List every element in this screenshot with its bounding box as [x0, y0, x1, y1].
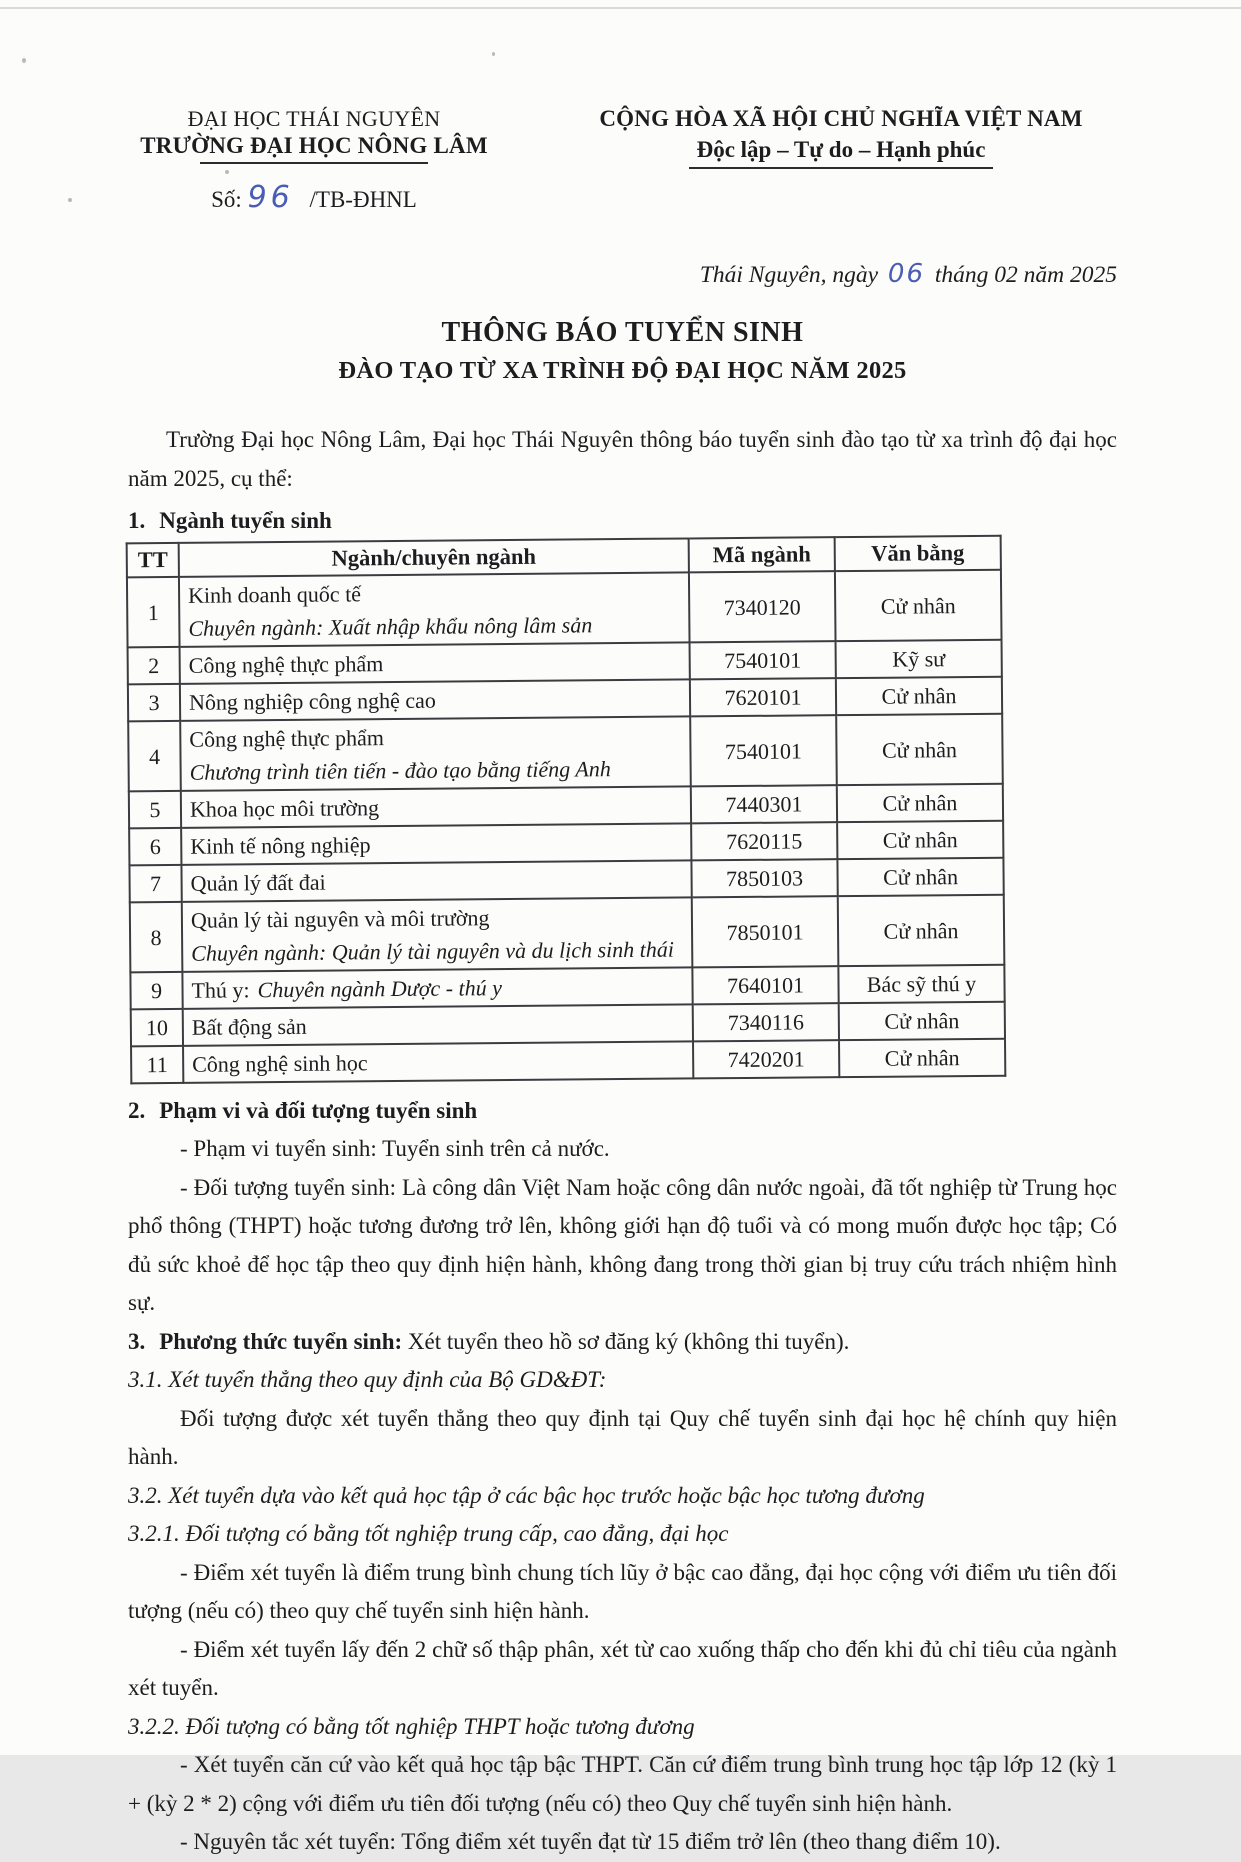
- cell-degree: Cử nhân: [839, 1002, 1005, 1040]
- section1-heading-text: Ngành tuyển sinh: [159, 508, 332, 533]
- section322-item-1: - Xét tuyển căn cứ vào kết quả học tập bậc THPT. Căn cứ điểm trung bình trung học tập lớp 12 (kỳ 1 + (kỳ 2 * 2) cộng với điểm ưu tiên đối tượng (nếu có) theo Quy chế tuyển sinh hiện hành.: [128, 1752, 1117, 1816]
- majors-table: [126, 535, 1007, 1085]
- doc-number-label: Số:: [211, 187, 242, 212]
- cell-tt: 1: [127, 577, 180, 647]
- cell-major: Kinh tế nông nghiệp: [181, 823, 691, 864]
- section32-heading: 3.2. Xét tuyển dựa vào kết quả học tập ở các bậc học trước hoặc bậc học tương đương: [128, 1482, 925, 1508]
- cell-major: Quản lý đất đai: [181, 860, 691, 901]
- cell-degree: Kỹ sư: [836, 640, 1002, 678]
- cell-major: Thú y: Chuyên ngành Dược - thú y: [182, 967, 692, 1008]
- cell-degree: Cử nhân: [839, 1039, 1005, 1077]
- cell-degree: Cử nhân: [838, 895, 1005, 966]
- table-row: [131, 1039, 1005, 1084]
- org-underline: [200, 162, 428, 164]
- section31-body: Đối tượng được xét tuyển thẳng theo quy định tại Quy chế tuyển sinh đại học hệ chính quy hiện hành.: [128, 1405, 1117, 1469]
- cell-tt: 8: [130, 902, 183, 972]
- section2-number: 2.: [128, 1098, 146, 1123]
- date-prefix: Thái Nguyên, ngày: [699, 262, 879, 288]
- cell-major: Bất động sản: [183, 1004, 693, 1045]
- cell-code: 7850103: [691, 859, 837, 897]
- doc-number-handwritten: 96: [247, 180, 294, 215]
- cell-code: 7440301: [691, 785, 837, 823]
- cell-degree: Cử nhân: [836, 677, 1002, 715]
- section3-heading: [128, 1323, 1117, 1362]
- table-row: [127, 570, 1002, 648]
- section2-item-subjects: - Đối tượng tuyển sinh: Là công dân Việt Nam hoặc công dân nước ngoài, đã tốt nghiệp từ Trung học phổ thông (THPT) hoặc tương đương trở lên, không giới hạn độ tuổi và có mong muốn được học tập; Có đủ sức khoẻ để học tập theo quy định hiện hành, không đang trong thời gian bị truy cứu trách nhiệm hình sự.: [128, 1174, 1117, 1315]
- cell-tt: 3: [128, 684, 180, 721]
- cell-major: Kinh doanh quốc tế Chuyên ngành: Xuất nhập khẩu nông lâm sản: [179, 572, 690, 646]
- cell-code: 7340120: [689, 571, 836, 642]
- table-row: [130, 895, 1005, 973]
- org-name: TRƯỜNG ĐẠI HỌC NÔNG LÂM: [140, 133, 488, 158]
- title-line2: ĐÀO TẠO TỪ XA TRÌNH ĐỘ ĐẠI HỌC NĂM 2025: [338, 357, 907, 384]
- issuing-org-block: [128, 106, 500, 215]
- cell-code: 7620101: [690, 678, 836, 716]
- cell-degree: Cử nhân: [835, 570, 1002, 641]
- cell-major: Công nghệ thực phẩm: [180, 642, 690, 683]
- cell-degree: Cử nhân: [837, 858, 1003, 896]
- section321-item-2: - Điểm xét tuyển lấy đến 2 chữ số thập phân, xét từ cao xuống thấp cho đến khi đủ chỉ tiêu của ngành xét tuyển.: [128, 1636, 1117, 1700]
- cell-major: Công nghệ thực phẩm Chương trình tiên tiến - đào tạo bằng tiếng Anh: [180, 716, 691, 790]
- col-header-major: Ngành/chuyên ngành: [179, 538, 689, 576]
- date-suffix: tháng 02 năm 2025: [934, 262, 1117, 288]
- cell-code: 7850101: [692, 896, 839, 967]
- cell-degree: Cử nhân: [837, 821, 1003, 859]
- cell-tt: 5: [129, 791, 181, 828]
- date-line: [128, 259, 1117, 289]
- cell-code: 7540101: [690, 715, 837, 786]
- section31-heading: 3.1. Xét tuyển thẳng theo quy định của Bộ GD&ĐT:: [128, 1367, 607, 1392]
- cell-tt: 4: [128, 721, 181, 791]
- cell-code: 7340116: [693, 1003, 839, 1041]
- section3-number: 3.: [128, 1328, 146, 1354]
- cell-major: Quản lý tài nguyên và môi trường Chuyên ngành: Quản lý tài nguyên và du lịch sinh thái: [182, 897, 693, 971]
- cell-code: 7640101: [692, 966, 838, 1004]
- cell-major: Khoa học môi trường: [181, 786, 691, 827]
- section2-heading: [128, 1092, 1117, 1130]
- intro-paragraph: Trường Đại học Nông Lâm, Đại học Thái Nguyên thông báo tuyển sinh đào tạo từ xa trình độ đại học năm 2025, cụ thể:: [128, 427, 1117, 491]
- section322-heading: 3.2.2. Đối tượng có bằng tốt nghiệp THPT hoặc tương đương: [128, 1713, 695, 1739]
- cell-code: 7620115: [691, 822, 837, 860]
- cell-tt: 11: [131, 1046, 183, 1083]
- org-parent-name: ĐẠI HỌC THÁI NGUYÊN: [187, 106, 441, 131]
- cell-code: 7420201: [693, 1040, 839, 1078]
- cell-tt: 6: [129, 828, 181, 865]
- motto-line1: CỘNG HÒA XÃ HỘI CHỦ NGHĨA VIỆT NAM: [599, 106, 1083, 131]
- cell-tt: 10: [131, 1009, 183, 1046]
- title-line1: THÔNG BÁO TUYỂN SINH: [441, 317, 804, 348]
- cell-degree: Bác sỹ thú y: [838, 965, 1004, 1003]
- cell-major: Nông nghiệp công nghệ cao: [180, 679, 690, 720]
- section321-item-1: - Điểm xét tuyển là điểm trung bình chung tích lũy ở bậc cao đẳng, đại học cộng với điểm ưu tiên đối tượng (nếu có) theo quy chế tuyển sinh hiện hành.: [128, 1559, 1117, 1623]
- col-header-tt: TT: [127, 543, 179, 577]
- cell-tt: 7: [129, 865, 181, 902]
- col-header-code: Mã ngành: [689, 537, 835, 572]
- section3-heading-bold: Phương thức tuyển sinh:: [159, 1328, 403, 1354]
- section1-number: 1.: [128, 508, 146, 533]
- table-row: [128, 714, 1003, 792]
- cell-degree: Cử nhân: [837, 784, 1003, 822]
- cell-code: 7540101: [690, 641, 836, 679]
- national-motto-block: [565, 106, 1117, 169]
- section322-item-2: - Nguyên tắc xét tuyển: Tổng điểm xét tuyển đạt từ 15 điểm trở lên (theo thang điểm 10).: [180, 1829, 1001, 1854]
- section321-heading: 3.2.1. Đối tượng có bằng tốt nghiệp trung cấp, cao đẳng, đại học: [128, 1521, 729, 1546]
- cell-degree: Cử nhân: [836, 714, 1003, 785]
- motto-line2: Độc lập – Tự do – Hạnh phúc: [696, 137, 986, 162]
- motto-underline: [689, 167, 993, 169]
- doc-number-line: [128, 180, 500, 215]
- date-day-handwritten: 06: [887, 259, 925, 289]
- majors-table-wrapper: [126, 534, 1120, 1085]
- cell-major: Công nghệ sinh học: [183, 1041, 693, 1082]
- cell-tt: 9: [130, 972, 182, 1009]
- col-header-degree: Văn bằng: [835, 536, 1001, 571]
- section2-heading-text: Phạm vi và đối tượng tuyển sinh: [159, 1098, 478, 1123]
- document-title: [128, 317, 1117, 385]
- doc-number-suffix: /TB-ĐHNL: [309, 187, 417, 212]
- section3-heading-rest: Xét tuyển theo hồ sơ đăng ký (không thi tuyển).: [402, 1328, 850, 1354]
- document-header: [128, 106, 1117, 215]
- section2-item-scope: - Phạm vi tuyển sinh: Tuyển sinh trên cả nước.: [180, 1136, 610, 1161]
- cell-tt: 2: [128, 647, 180, 684]
